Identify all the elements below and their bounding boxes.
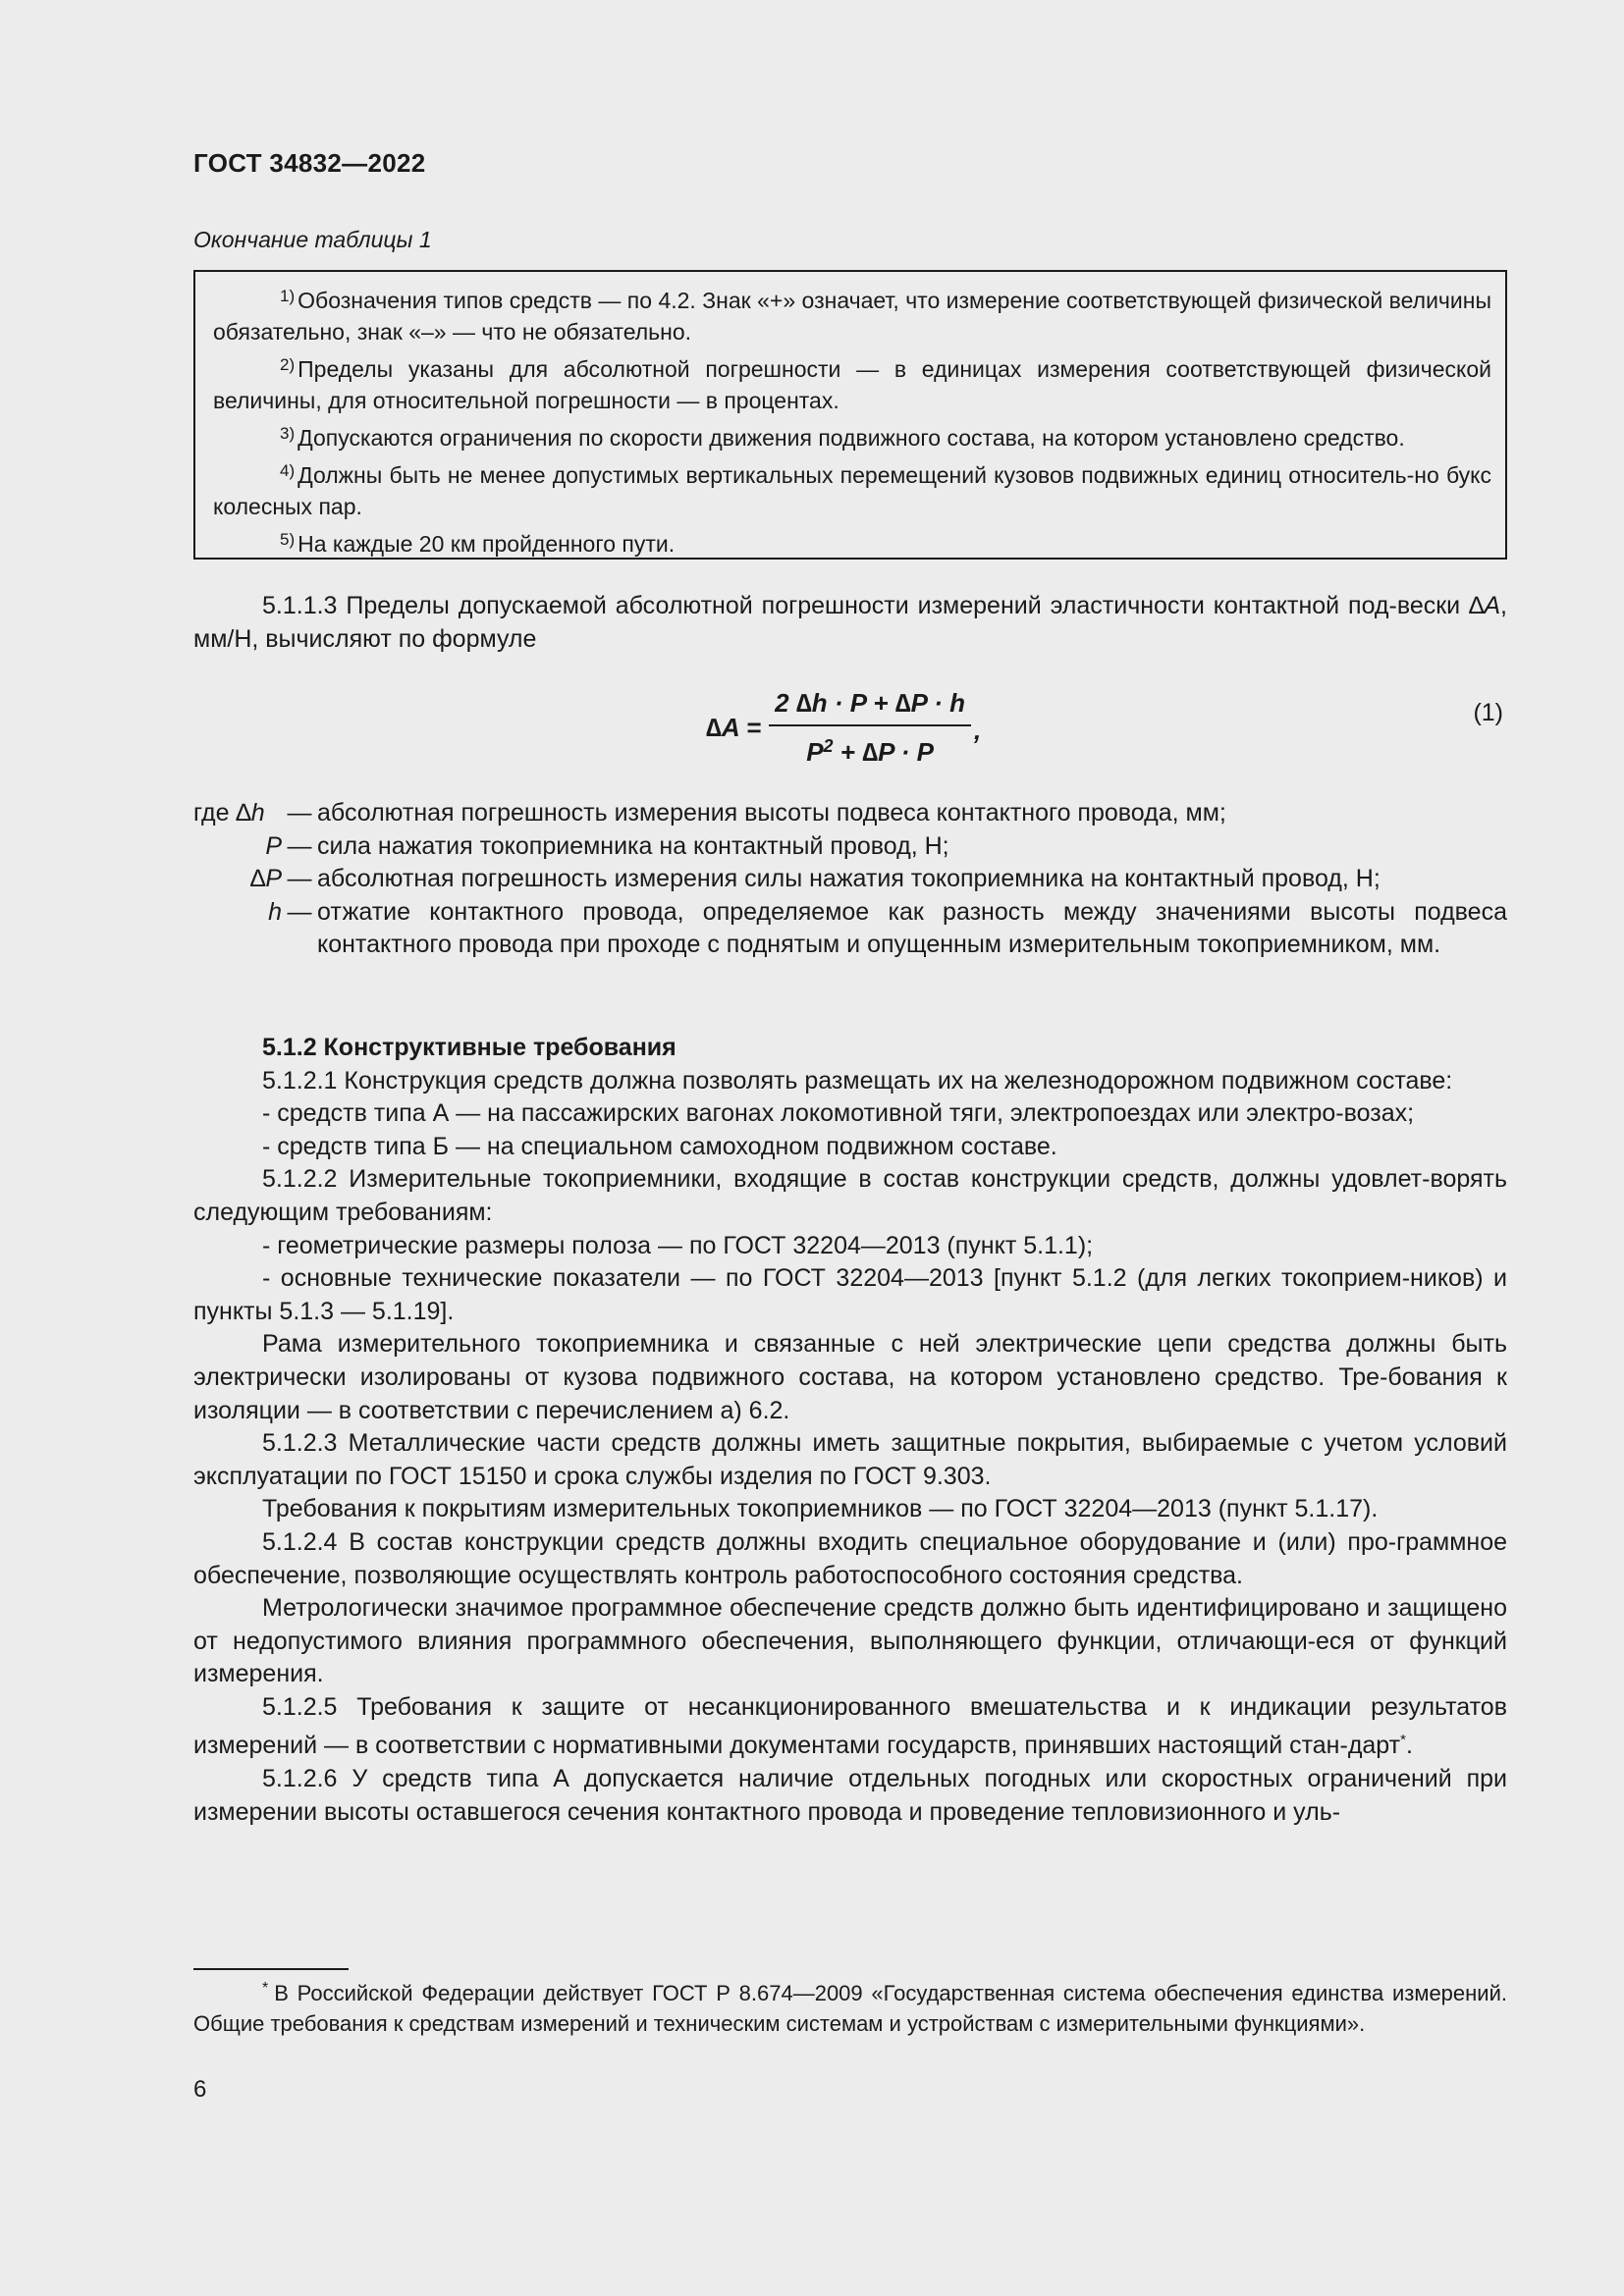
- footnote-text: В Российской Федерации действует ГОСТ Р 8.674—2009 «Государственная система обеспечения единства измерений. Общие требования к средствам измерений и техническим системам и устройствам с измерительными функциями».: [193, 1981, 1507, 2036]
- legend-row: [193, 896, 1507, 962]
- note-number: 3): [280, 424, 296, 443]
- table-note: [213, 281, 1491, 347]
- note-text: Пределы указаны для абсолютной погрешности — в единицах измерения соответствующей физической величины, для относительной погрешности — в процентах.: [213, 356, 1491, 413]
- table-note: [213, 455, 1491, 522]
- formula-block: [193, 677, 1507, 766]
- legend-variable: P: [265, 831, 282, 860]
- clause-symbol: A: [1484, 592, 1501, 619]
- note-text: На каждые 20 км пройденного пути.: [298, 531, 676, 557]
- clause-paragraph: 5.1.2.4 В состав конструкции средств должны входить специальное оборудование и (или) про-граммное обеспечение, позволяющие осуществлять контроль работоспособного состояния средства.: [193, 1527, 1507, 1589]
- formula-legend: [193, 797, 1507, 962]
- clause-paragraph: Рама измерительного токоприемника и связанные с ней электрические цепи средства должны быть электрически изолированы от кузова подвижного состава, на котором установлено средство. Тре-бования к изоляции — в соответствии с перечислением а) 6.2.: [193, 1330, 1507, 1424]
- legend-description: абсолютная погрешность измерения силы нажатия токоприемника на контактный провод, Н;: [317, 865, 1380, 893]
- legend-symbol: [193, 863, 282, 896]
- legend-variable: P: [265, 865, 282, 893]
- clause-paragraph: [193, 590, 1507, 656]
- legend-dash: —: [287, 799, 312, 827]
- legend-symbol: [193, 830, 282, 864]
- legend-variable: h: [250, 799, 265, 827]
- clause-paragraph: [193, 1691, 1507, 1763]
- legend-symbol: [193, 797, 282, 830]
- formula-denominator: [800, 726, 940, 770]
- section-title: 5.1.2 Конструктивные требования: [262, 1034, 677, 1061]
- clause-5-1-2-5-end: .: [1405, 1732, 1413, 1760]
- table-continuation-caption: Окончание таблицы 1: [193, 227, 432, 252]
- legend-dash: —: [287, 831, 312, 860]
- clause-5-1-2-5-text: 5.1.2.5 Требования к защите от несанкционированного вмешательства и к индикации результатов измерений — в соответствии с нормативными документами государств, принявших настоящий стан-дарт: [193, 1692, 1507, 1760]
- list-item: - средств типа А — на пассажирских вагонах локомотивной тяги, электропоездах или электро-возах;: [262, 1099, 1415, 1128]
- note-text: Должны быть не менее допустимых вертикальных перемещений кузовов подвижных единиц относитель-но букс колесных пар.: [213, 462, 1491, 519]
- list-item: - геометрические размеры полоза — по ГОСТ 32204—2013 (пункт 5.1.1);: [262, 1231, 1094, 1259]
- formula-denominator-exponent: 2: [823, 735, 834, 756]
- legend-description: сила нажатия токоприемника на контактный провод, Н;: [317, 831, 949, 860]
- list-item: - средств типа Б — на специальном самоходном подвижном составе.: [262, 1132, 1057, 1160]
- footnote: [193, 1974, 1507, 2039]
- legend-dash: —: [287, 865, 312, 893]
- legend-row: [193, 797, 1507, 830]
- legend-lead: ∆: [250, 865, 266, 893]
- legend-row: [193, 830, 1507, 864]
- legend-description: абсолютная погрешность измерения высоты подвеса контактного провода, мм;: [317, 799, 1226, 827]
- clause-paragraph: 5.1.2.1 Конструкция средств должна позволять размещать их на железнодорожном подвижном составе:: [262, 1066, 1453, 1095]
- footnote-mark: *: [262, 1980, 269, 1997]
- legend-row: [193, 863, 1507, 896]
- clause-paragraph: 5.1.2.6 У средств типа А допускается наличие отдельных погодных или скоростных ограничений при измерении высоты оставшегося сечения контактного провода и проведение тепловизионного и уль-: [193, 1765, 1507, 1826]
- page-number: 6: [193, 2076, 207, 2103]
- clause-paragraph: Требования к покрытиям измерительных токоприемников — по ГОСТ 32204—2013 (пункт 5.1.17).: [262, 1495, 1379, 1523]
- formula-lhs: ∆A =: [706, 712, 762, 742]
- formula-comma: ,: [974, 715, 982, 745]
- note-number: 5): [280, 530, 296, 549]
- note-text: Допускаются ограничения по скорости движения подвижного состава, на котором установлено средство.: [298, 425, 1405, 451]
- clause-text-end: , мм/Н, вычисляют по формуле: [193, 592, 1507, 653]
- list-item: - основные технические показатели — по ГОСТ 32204—2013 [пункт 5.1.2 (для легких токоприем-ников) и пункты 5.1.3 — 5.1.19].: [193, 1264, 1507, 1325]
- formula-number: (1): [1473, 699, 1503, 726]
- clause-paragraph: 5.1.2.3 Металлические части средств должны иметь защитные покрытия, выбираемые с учетом условий эксплуатации по ГОСТ 15150 и срока службы изделия по ГОСТ 9.303.: [193, 1429, 1507, 1490]
- legend-description: отжатие контактного провода, определяемое как разность между значениями высоты подвеса контактного провода при проходе с поднятым и опущенным измерительным токоприемником, мм.: [317, 897, 1507, 959]
- legend-dash: —: [287, 897, 312, 926]
- note-number: 1): [280, 287, 296, 305]
- clause-5-1-1-3: [193, 590, 1507, 656]
- formula-denominator-rest: + ∆P · P: [833, 736, 934, 767]
- formula-denominator-base: P: [806, 736, 824, 767]
- formula-numerator: 2 ∆h · P + ∆P · h: [769, 687, 971, 726]
- table-note: [213, 418, 1491, 454]
- clause-paragraph: 5.1.2.2 Измерительные токоприемники, входящие в состав конструкции средств, должны удовлет-ворять следующим требованиям:: [193, 1165, 1507, 1226]
- section-5-1-2: [193, 1032, 1507, 1829]
- table-note: [213, 524, 1491, 560]
- clause-paragraph: Метрологически значимое программное обеспечение средств должно быть идентифицировано и защищено от недопустимого влияния программного обеспечения, выполняющего функции, отличающи-еся от функций измерения.: [193, 1594, 1507, 1688]
- note-text: Обозначения типов средств — по 4.2. Знак «+» означает, что измерение соответствующей физической величины обязательно, знак «–» — что не обязательно.: [213, 288, 1491, 345]
- formula: [706, 687, 981, 769]
- document-header: ГОСТ 34832—2022: [193, 148, 426, 178]
- legend-variable: h: [268, 897, 282, 926]
- footnote-separator: [193, 1968, 349, 1970]
- table-notes-box: [193, 270, 1507, 560]
- note-number: 2): [280, 355, 296, 374]
- footnote-reference[interactable]: *: [1400, 1732, 1406, 1749]
- legend-symbol: [193, 896, 282, 930]
- table-note: [213, 349, 1491, 416]
- clause-text-start: 5.1.1.3 Пределы допускаемой абсолютной погрешности измерений эластичности контактной под-вески ∆: [262, 592, 1485, 619]
- formula-fraction: [769, 687, 971, 769]
- note-number: 4): [280, 461, 296, 480]
- legend-lead: где ∆: [193, 799, 251, 827]
